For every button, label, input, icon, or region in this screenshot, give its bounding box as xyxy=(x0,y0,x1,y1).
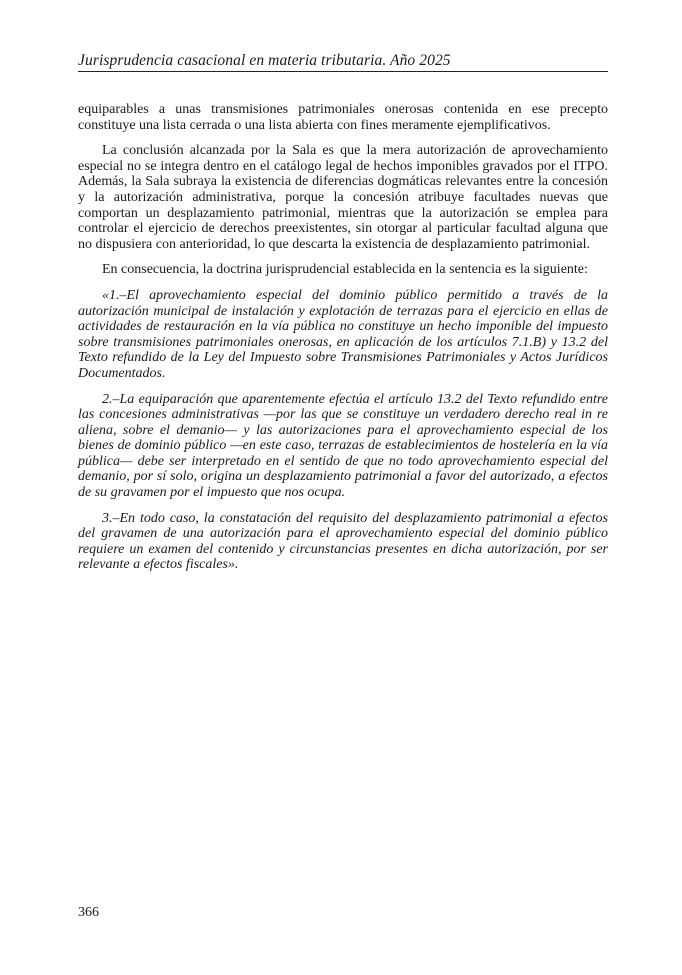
running-header-title: Jurisprudencia casacional en materia tributaria. Año 2025 xyxy=(78,52,451,69)
quote-doctrine-point-2: 2.–La equiparación que aparentemente efectúa el artículo 13.2 del Texto refundido entre las concesiones administrativas —por las que se constituye un verdadero derecho real in re aliena, sobre el demanio— y las autorizaciones para el aprovechamiento especial de los bienes de dominio público —en este caso, terrazas de establecimientos de hostelería en la vía pública— debe ser interpretado en el sentido de que no todo aprovechamiento especial del demanio, por sí solo, origina un desplazamiento patrimonial a favor del autorizado, a efectos de su gravamen por el impuesto que nos ocupa. xyxy=(78,391,608,501)
quote-doctrine-point-1: «1.–El aprovechamiento especial del dominio público permitido a través de la autorización municipal de instalación y explotación de terrazas para el ejercicio en ellas de actividades de restauración en la vía pública no constituye un hecho imponible del impuesto sobre transmisiones patrimoniales onerosas, en aplicación de los artículos 7.1.B) y 13.2 del Texto refundido de la Ley del Impuesto sobre Transmisiones Patrimoniales y Actos Jurídicos Documentados. xyxy=(78,287,608,381)
paragraph-continuation: equiparables a unas transmisiones patrimoniales onerosas contenida en ese precepto constituye una lista cerrada o una lista abierta con fines meramente ejemplificativos. xyxy=(78,102,608,133)
quote-doctrine-point-3: 3.–En todo caso, la constatación del requisito del desplazamiento patrimonial a efectos del gravamen de una autorización para el aprovechamiento especial del dominio público requiere un examen del contenido y circunstancias presentes en dicha autorización, por ser relevante a efectos fiscales». xyxy=(78,510,608,573)
body-text xyxy=(78,102,608,583)
page-number: 366 xyxy=(78,905,99,920)
paragraph-doctrine-intro: En consecuencia, la doctrina jurisprudencial establecida en la sentencia es la siguiente: xyxy=(102,262,588,278)
paragraph-conclusion: La conclusión alcanzada por la Sala es que la mera autorización de aprovechamiento especial no se integra dentro en el catálogo legal de hechos imponibles gravados por el ITPO. Además, la Sala subraya la existencia de diferencias dogmáticas relevantes entre la concesión y la autorización administrativa, porque la concesión atribuye facultades nuevas que comportan un desplazamiento patrimonial, mientras que la autorización se emplea para controlar el ejercicio de derechos preexistentes, sin otorgar al particular facultad alguna que no dispusiera con anterioridad, lo que descarta la existencia de desplazamiento patrimonial. xyxy=(78,143,608,252)
header-rule xyxy=(78,71,608,72)
